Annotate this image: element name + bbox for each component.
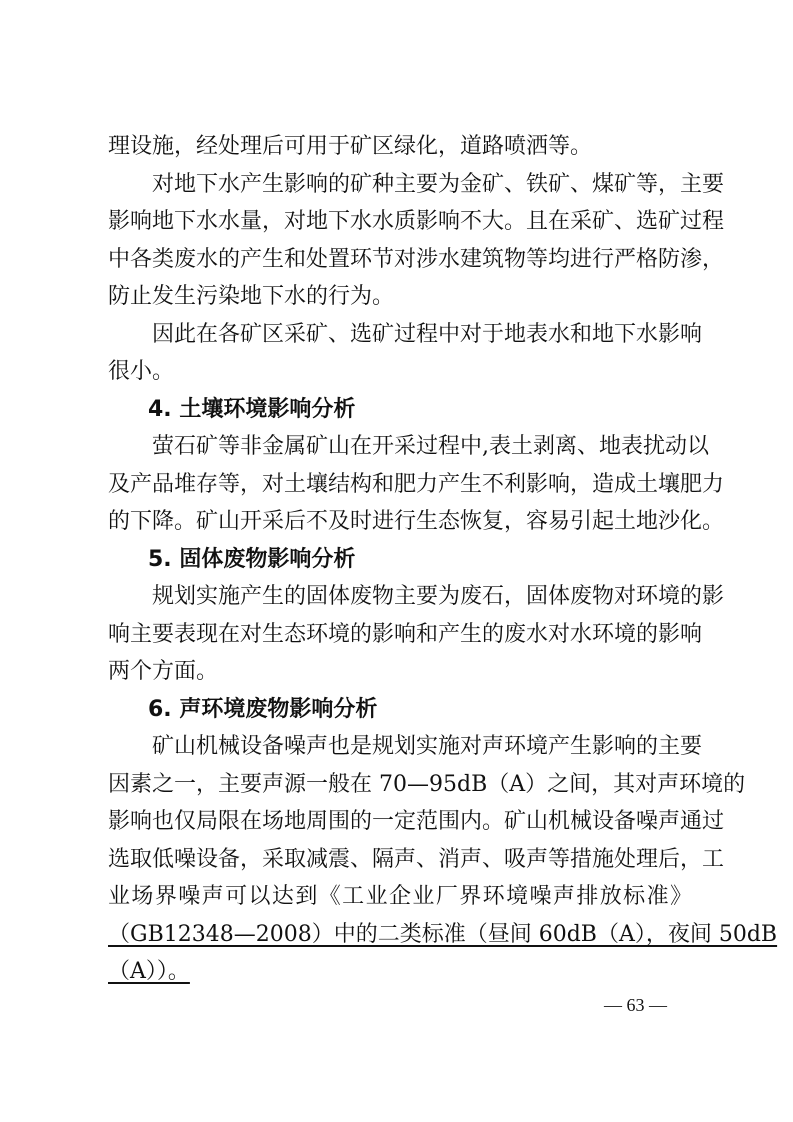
paragraph-line: 影响也仅局限在场地周围的一定范围内。矿山机械设备噪声通过: [108, 809, 725, 834]
paragraph-line: 的下降。矿山开采后不及时进行生态恢复，容易引起土地沙化。: [108, 509, 725, 534]
paragraph-line: 响主要表现在对生态环境的影响和产生的废水对水环境的影响: [108, 621, 703, 647]
underlined-text: （GB12348—2008）中的二类标准（昼间 60dB（A），夜间 50dB: [108, 921, 778, 947]
paragraph-line: 很小。: [108, 359, 175, 384]
section-heading-soil: 4. 土壤环境影响分析: [148, 396, 356, 422]
paragraph-line: 理设施，经处理后可用于矿区绿化，道路喷洒等。: [108, 134, 593, 159]
section-heading-solid-waste: 5. 固体废物影响分析: [148, 546, 356, 572]
paragraph-line: 防止发生污染地下水的行为。: [108, 284, 395, 309]
paragraph-line: 规划实施产生的固体废物主要为废石，固体废物对环境的影: [152, 584, 725, 609]
paragraph-line: 萤石矿等非金属矿山在开采过程中,表土剥离、地表扰动以: [152, 434, 709, 459]
page-number: — 63 —: [604, 995, 667, 1015]
paragraph-line: 因素之一，主要声源一般在 70—95dB（A）之间，其对声环境的: [108, 771, 746, 797]
underlined-line: [108, 953, 692, 991]
underlined-text: （A））。: [108, 959, 190, 984]
paragraph-line: 因此在各矿区采矿、选矿过程中对于地表水和地下水影响: [152, 321, 703, 347]
paragraph-line: 影响地下水水量，对地下水水质影响不大。且在采矿、选矿过程: [108, 209, 725, 234]
paragraph-line: 两个方面。: [108, 659, 219, 684]
document-body: [108, 128, 778, 991]
paragraph-line: 中各类废水的产生和处置环节对涉水建筑物等均进行严格防渗，: [108, 246, 725, 272]
paragraph-line: 对地下水产生影响的矿种主要为金矿、铁矿、煤矿等，主要: [152, 171, 725, 197]
paragraph-line: 及产品堆存等，对土壤结构和肥力产生不利影响，造成土壤肥力: [108, 471, 725, 497]
paragraph-line: 业场界噪声可以达到《工业企业厂界环境噪声排放标准》: [108, 884, 692, 909]
paragraph-line: 选取低噪设备，采取减震、隔声、消声、吸声等措施处理后，工: [108, 846, 725, 872]
section-heading-noise: 6. 声环境废物影响分析: [148, 696, 378, 722]
underlined-line: [108, 916, 778, 954]
paragraph-line: 矿山机械设备噪声也是规划实施对声环境产生影响的主要: [152, 734, 703, 759]
